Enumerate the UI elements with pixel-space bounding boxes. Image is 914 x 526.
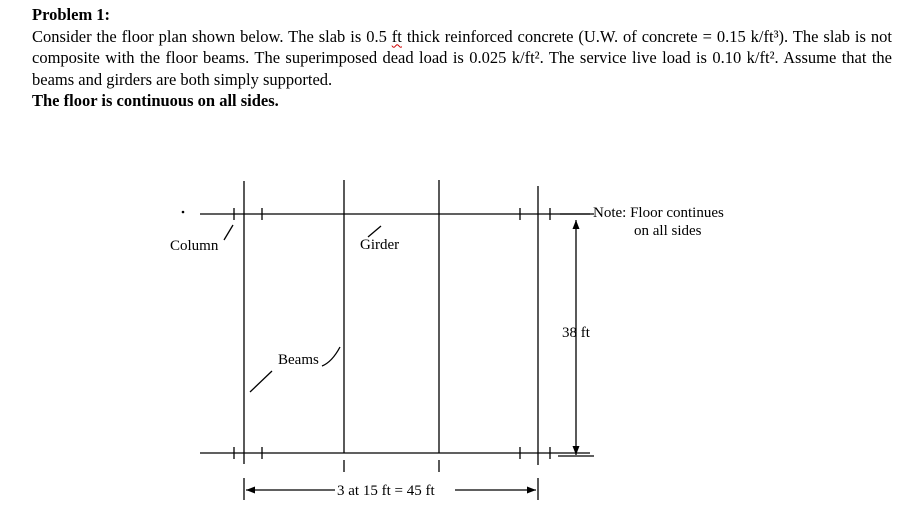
- problem-title: Problem 1:: [32, 5, 111, 24]
- beams-leader-curve: [322, 347, 340, 366]
- label-beams: Beams: [278, 352, 319, 368]
- problem-body-part-2: thick reinforced concrete (U.W. of concrete = 0.15 k/ft³). The slab is not composite with the floor beams. The superimposed dead load is 0.025 k/ft². The service live load is 0.10 k/ft². Assume that the beams and girders are both simply supported.: [32, 26, 892, 89]
- column-leader: [224, 225, 233, 240]
- horizontal-arrow-left: [246, 487, 255, 494]
- dimension-horizontal-label: 3 at 15 ft = 45 ft: [337, 483, 435, 499]
- problem-emphasis: The floor is continuous on all sides.: [32, 91, 279, 110]
- note-line-2: on all sides: [634, 223, 702, 239]
- problem-body-part-1: Consider the floor plan shown below. The slab is 0.5: [32, 26, 392, 46]
- horizontal-arrow-right: [527, 487, 536, 494]
- beams-leader: [250, 371, 272, 392]
- girder-leader: [368, 226, 381, 237]
- label-column: Column: [170, 238, 219, 254]
- label-girder: Girder: [360, 237, 400, 253]
- problem-body-ft: ft: [391, 26, 402, 46]
- dimension-vertical-label: 38 ft: [562, 325, 590, 341]
- note-line-1: Note: Floor continues: [593, 205, 724, 221]
- continuation-dot: [182, 211, 185, 214]
- vertical-arrow-up: [573, 220, 580, 229]
